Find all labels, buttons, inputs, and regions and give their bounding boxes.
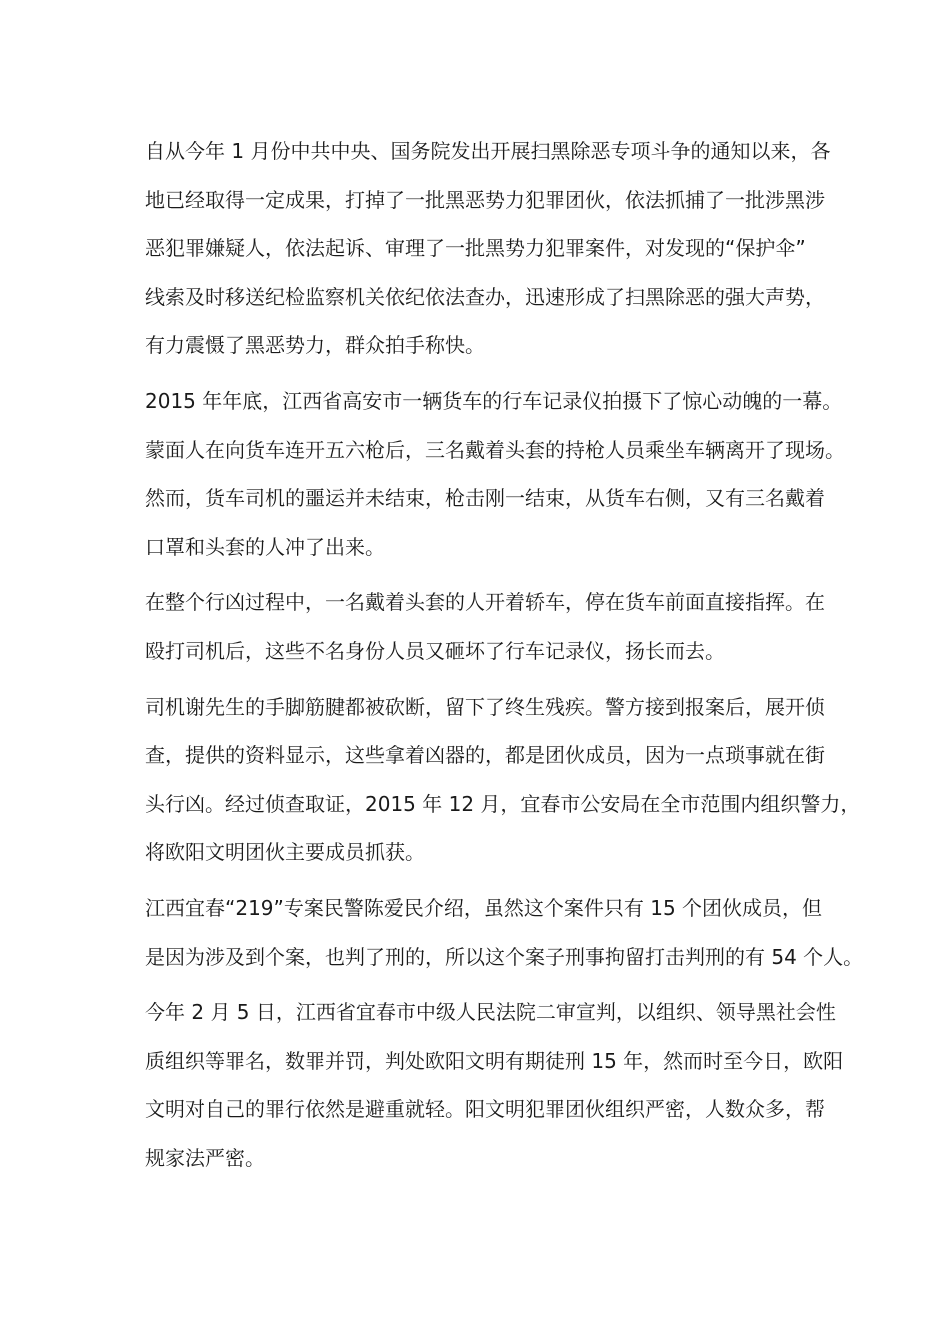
text-line: 口罩和头套的人冲了出来。 [145, 534, 385, 559]
text-line: 江西宜春“219”专案民警陈爱民介绍，虽然这个案件只有 15 个团伙成员，但 [145, 895, 823, 920]
text-line: 有力震慑了黑恶势力，群众拍手称快。 [145, 333, 485, 358]
paragraph-6 [145, 988, 844, 1182]
text-line: 恶犯罪嫌疑人，依法起诉、审理了一批黑势力犯罪案件，对发现的“保护伞” [145, 236, 806, 261]
text-line: 2015 年年底，江西省高安市一辆货车的行车记录仪拍摄下了惊心动魄的一幕。 [145, 388, 843, 413]
text-line: 蒙面人在向货车连开五六枪后，三名戴着头套的持枪人员乘坐车辆离开了现场。 [145, 437, 845, 462]
text-line: 规家法严密。 [145, 1145, 265, 1170]
paragraph-4 [145, 683, 861, 877]
text-line: 文明对自己的罪行依然是避重就轻。阳文明犯罪团伙组织严密，人数众多，帮 [145, 1097, 825, 1122]
text-line: 将欧阳文明团伙主要成员抓获。 [145, 840, 425, 865]
text-line: 是因为涉及到个案，也判了刑的，所以这个案子刑事拘留打击判刑的有 54 个人。 [145, 944, 864, 969]
article-body [145, 127, 864, 1189]
text-line: 殴打司机后，这些不名身份人员又砸坏了行车记录仪，扬长而去。 [145, 638, 725, 663]
paragraph-3 [145, 578, 825, 675]
text-line: 在整个行凶过程中，一名戴着头套的人开着轿车，停在货车前面直接指挥。在 [145, 590, 825, 615]
text-line: 地已经取得一定成果，打掉了一批黑恶势力犯罪团伙，依法抓捕了一批涉黑涉 [145, 187, 825, 212]
text-line: 质组织等罪名，数罪并罚，判处欧阳文明有期徒刑 15 年，然而时至今日，欧阳 [145, 1048, 844, 1073]
paragraph-5 [145, 884, 864, 981]
text-line: 头行凶。经过侦查取证，2015 年 12 月，宜春市公安局在全市范围内组织警力， [145, 791, 861, 816]
text-line: 查，提供的资料显示，这些拿着凶器的，都是团伙成员，因为一点琐事就在街 [145, 743, 825, 768]
paragraph-1 [145, 127, 831, 370]
text-line: 司机谢先生的手脚筋腱都被砍断，留下了终生残疾。警方接到报案后，展开侦 [145, 694, 825, 719]
text-line: 然而，货车司机的噩运并未结束，枪击刚一结束，从货车右侧，又有三名戴着 [145, 486, 825, 511]
text-line: 自从今年 1 月份中共中央、国务院发出开展扫黑除恶专项斗争的通知以来，各 [145, 139, 831, 163]
text-line: 线索及时移送纪检监察机关依纪依法查办，迅速形成了扫黑除恶的强大声势， [145, 284, 825, 309]
text-line: 今年 2 月 5 日，江西省宜春市中级人民法院二审宣判，以组织、领导黑社会性 [145, 1000, 836, 1025]
paragraph-2 [145, 377, 845, 571]
